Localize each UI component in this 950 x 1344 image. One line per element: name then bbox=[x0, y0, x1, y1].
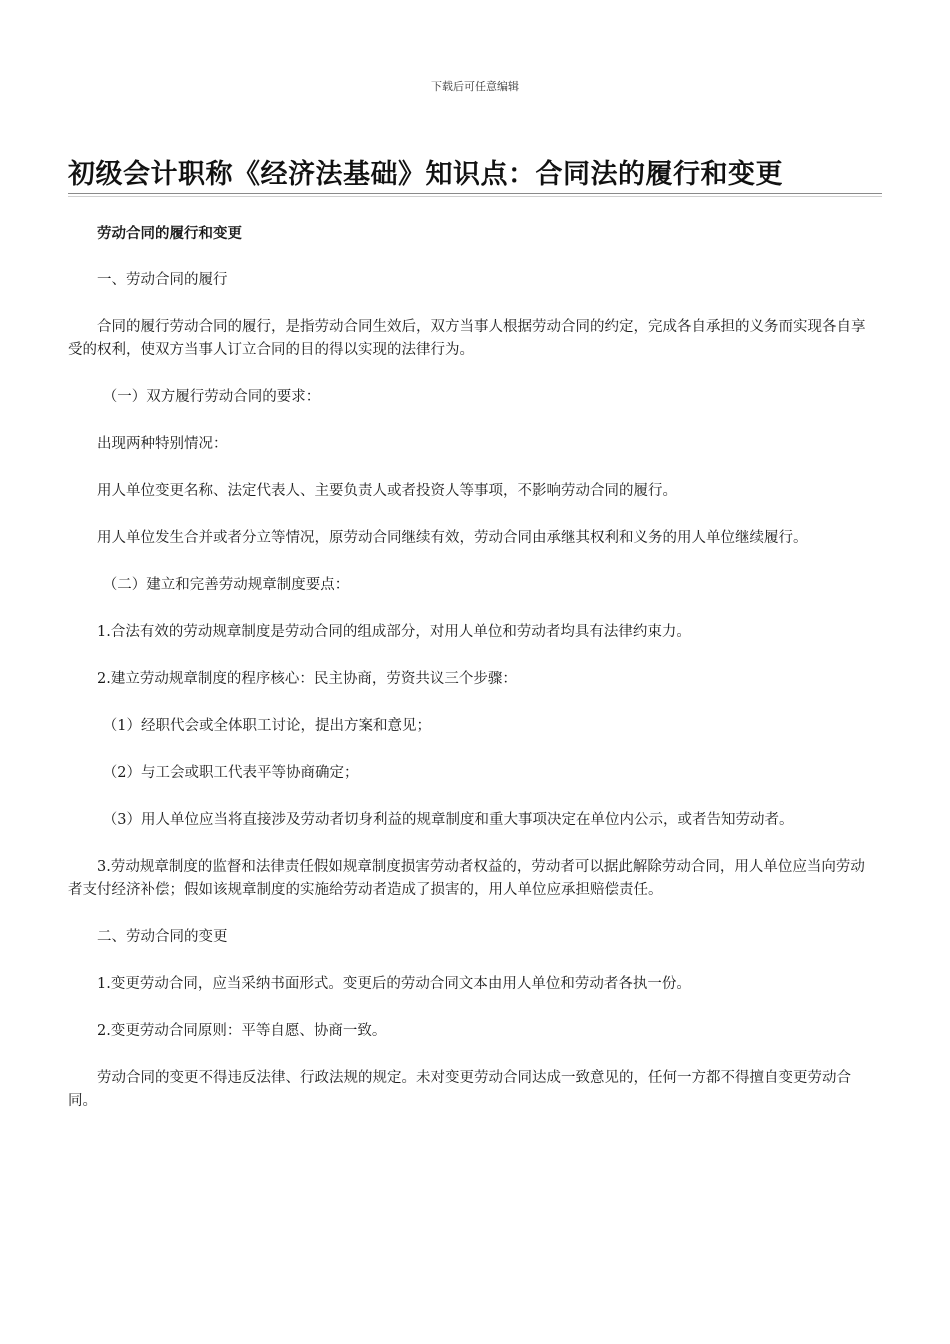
list-item: （1）经职代会或全体职工讨论，提出方案和意见； bbox=[102, 718, 432, 734]
list-item: 3.劳动规章制度的监督和法律责任假如规章制度损害劳动者权益的，劳动者可以据此解除劳动合同，用人单位应当向劳动者支付经济补偿；假如该规章制度的实施给劳动者造成了损害的，用人单位应承担赔偿责任。 bbox=[68, 859, 865, 898]
section-subtitle: 劳动合同的履行和变更 bbox=[97, 225, 242, 242]
paragraph: 用人单位发生合并或者分立等情况，原劳动合同继续有效，劳动合同由承继其权利和义务的用人单位继续履行。 bbox=[97, 530, 808, 546]
section-heading: 二、劳动合同的变更 bbox=[97, 929, 228, 945]
list-item: （3）用人单位应当将直接涉及劳动者切身利益的规章制度和重大事项决定在单位内公示，或者告知劳动者。 bbox=[102, 812, 794, 828]
section-heading: 一、劳动合同的履行 bbox=[97, 272, 228, 288]
paragraph: 用人单位变更名称、法定代表人、主要负责人或者投资人等事项，不影响劳动合同的履行。 bbox=[97, 483, 677, 499]
list-item: 1.合法有效的劳动规章制度是劳动合同的组成部分，对用人单位和劳动者均具有法律约束力。 bbox=[97, 624, 691, 640]
paragraph: 劳动合同的变更不得违反法律、行政法规的规定。未对变更劳动合同达成一致意见的，任何一方都不得擅自变更劳动合同。 bbox=[68, 1070, 851, 1109]
list-item: 1.变更劳动合同，应当采纳书面形式。变更后的劳动合同文本由用人单位和劳动者各执一份。 bbox=[97, 976, 691, 992]
paragraph: 出现两种特别情况： bbox=[97, 436, 228, 452]
document-title: 初级会计职称《经济法基础》知识点：合同法的履行和变更 bbox=[68, 159, 783, 190]
header-note: 下载后可任意编辑 bbox=[431, 80, 519, 93]
list-item: 2.变更劳动合同原则：平等自愿、协商一致。 bbox=[97, 1023, 387, 1039]
title-divider bbox=[68, 193, 882, 197]
subsection-heading: （一）双方履行劳动合同的要求： bbox=[102, 389, 321, 405]
paragraph: 合同的履行劳动合同的履行，是指劳动合同生效后，双方当事人根据劳动合同的约定，完成各自承担的义务而实现各自享受的权利，使双方当事人订立合同的目的得以实现的法律行为。 bbox=[68, 319, 866, 358]
list-item: （2）与工会或职工代表平等协商确定； bbox=[102, 765, 359, 781]
list-item: 2.建立劳动规章制度的程序核心：民主协商，劳资共议三个步骤： bbox=[97, 671, 517, 687]
document-body bbox=[68, 222, 868, 1137]
subsection-heading: （二）建立和完善劳动规章制度要点： bbox=[102, 577, 350, 593]
